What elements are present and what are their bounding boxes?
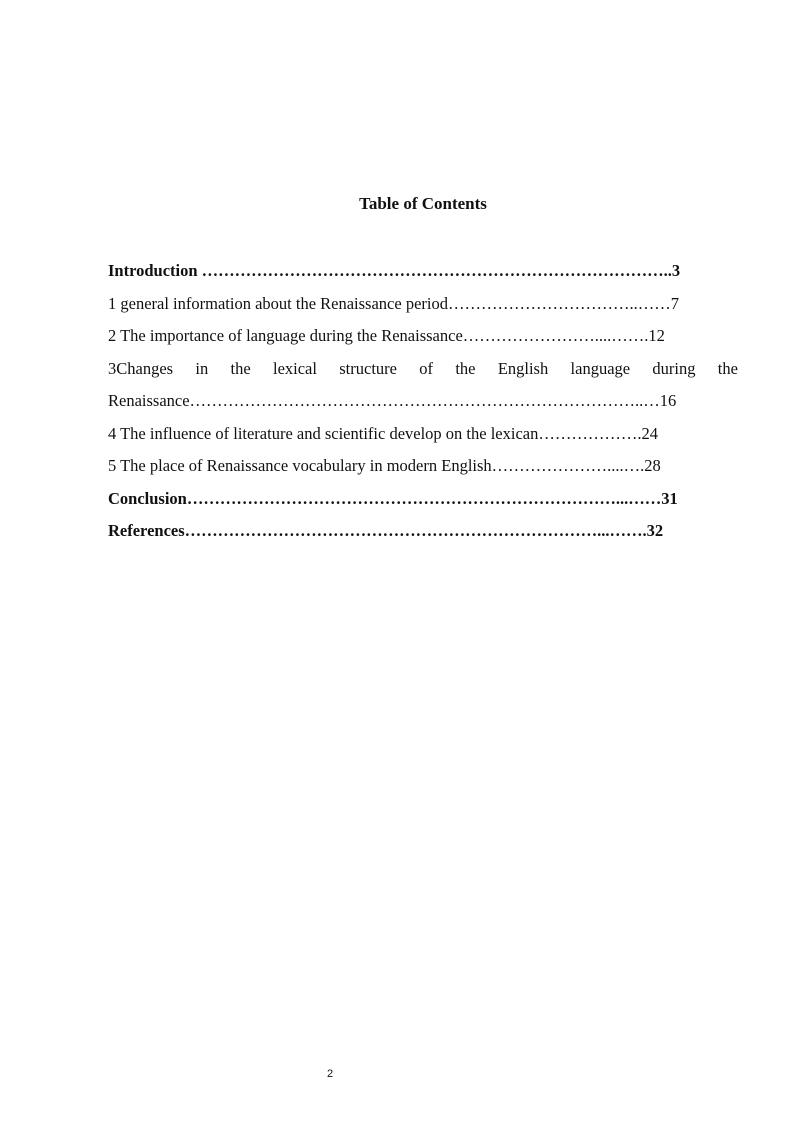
toc-entry-chapter-1: 1 general information about the Renaissance period……………………………..……7: [108, 293, 679, 313]
toc-word: during: [652, 358, 696, 378]
toc-word: language: [570, 358, 631, 378]
toc-word: lexical: [272, 358, 317, 378]
toc-entry-chapter-2: 2 The importance of language during the Renaissance……………………....…….12: [108, 326, 665, 345]
table-of-contents: [108, 258, 738, 551]
toc-word: in: [195, 358, 209, 378]
page-title: Table of Contents: [359, 194, 487, 213]
toc-word: of: [419, 358, 434, 378]
toc-word: 3Changes: [108, 358, 174, 378]
toc-entry-chapter-5: 5 The place of Renaissance vocabulary in modern English…………………....….28: [108, 456, 661, 475]
toc-entry-chapter-4: 4 The influence of literature and scientific develop on the lexican……………….24: [108, 423, 658, 443]
toc-word: the: [230, 358, 251, 378]
toc-entry-references: References…………………………………………………………………...…….32: [108, 521, 664, 540]
toc-word: English: [497, 358, 549, 378]
toc-entry-chapter-3: [108, 356, 738, 389]
toc-entry-chapter-3-continued: Renaissance………………………………………………………………………..…16: [108, 391, 677, 410]
toc-word: the: [717, 358, 738, 378]
page-number: 2: [326, 1068, 334, 1080]
toc-entry-conclusion: Conclusion……………………………………………………………………...……31: [108, 488, 678, 508]
toc-entry-introduction: Introduction …………………………………………………………………………..3: [108, 261, 681, 280]
toc-word: the: [455, 358, 476, 378]
toc-word: structure: [339, 358, 397, 378]
